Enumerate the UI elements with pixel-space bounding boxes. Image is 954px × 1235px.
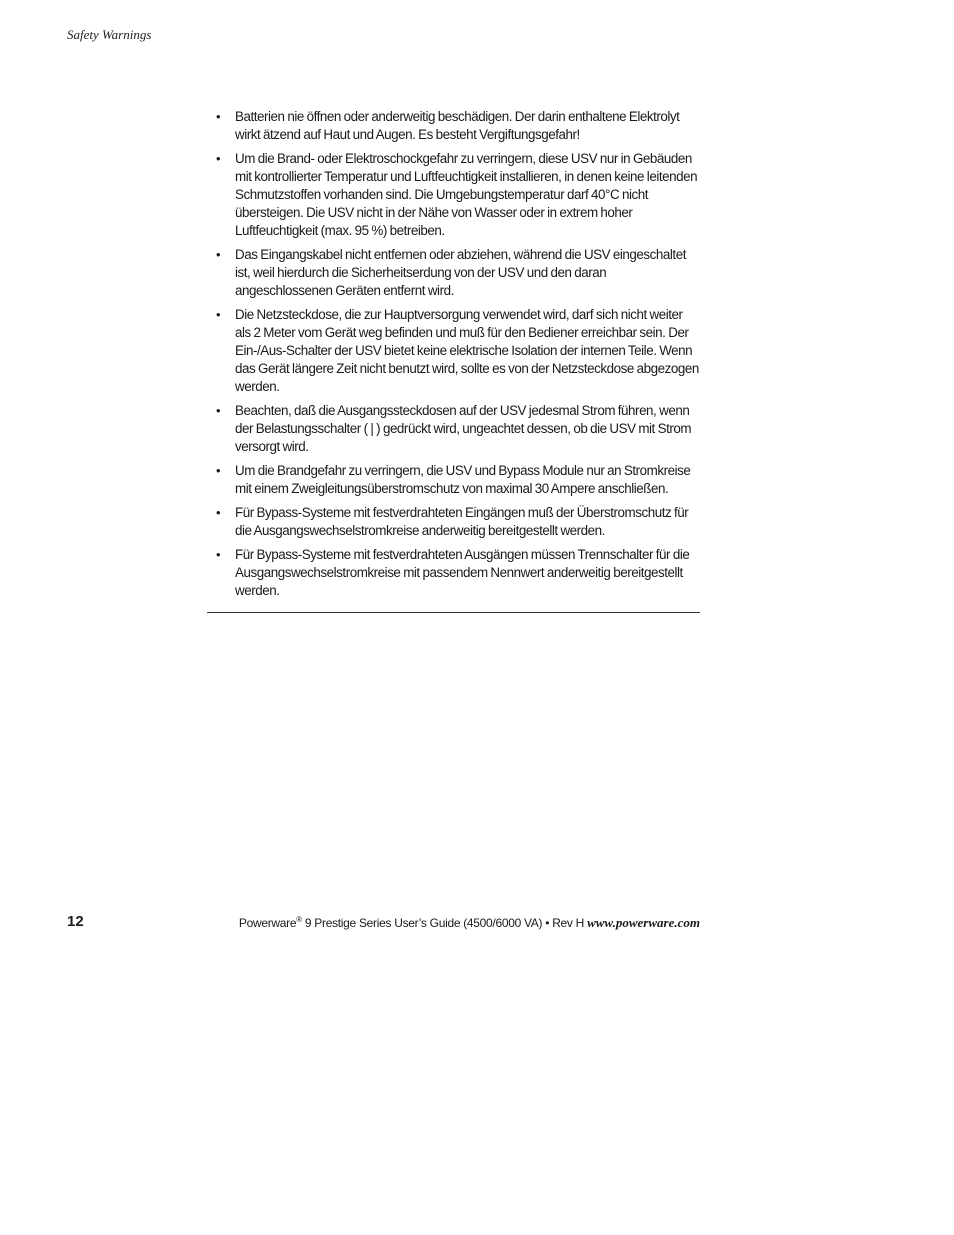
warning-item [207, 504, 701, 540]
warning-text: Die Netzsteckdose, die zur Hauptversorgung verwendet wird, darf sich nicht weiter als 2 Meter vom Gerät weg befinden und muß für den Bediener erreichbar sein. Der Ein-/Aus-Schalter der USV bietet keine elektrische Isolation der internen Teile. Wenn das Gerät längere Zeit nicht benutzt wird, sollte es von der Netzsteckdose abgezogen werden. [235, 307, 699, 394]
warning-text: Das Eingangskabel nicht entfernen oder abziehen, während die USV eingeschaltet ist, weil hierdurch die Sicherheitserdung von der USV und den daran angeschlossenen Geräten entfernt wird. [235, 247, 686, 298]
warning-text: Um die Brand- oder Elektroschockgefahr zu verringern, diese USV nur in Gebäuden mit kontrollierter Temperatur und Luftfeuchtigkeit installieren, in denen keine leitenden Schmutzstoffen vorhanden sind. Die Umgebungstemperatur darf 40°C nicht übersteigen. Die USV nicht in der Nähe von Wasser oder in extrem hoher Luftfeuchtigkeit (max. 95 %) betreiben. [235, 151, 698, 238]
footer-website: www.powerware.com [587, 915, 700, 930]
warning-item [207, 108, 701, 144]
section-divider [207, 612, 700, 613]
warning-text: Für Bypass-Systeme mit festverdrahteten Ausgängen müssen Trennschalter für die Ausgangswechselstromkreise mit passendem Nennwert anderweitig bereitgestellt werden. [235, 547, 690, 598]
bullet-icon: • [216, 463, 221, 478]
bullet-icon: • [216, 247, 221, 262]
bullet-icon: • [216, 109, 221, 124]
footer-separator: • [542, 916, 553, 930]
warning-text: Für Bypass-Systeme mit festverdrahteten Eingängen muß der Überstromschutz für die Ausgangswechselstromkreise anderweitig bereitgestellt werden. [235, 505, 689, 538]
footer-brand: Powerware [238, 916, 297, 930]
footer-product-description: 9 Prestige Series User’s Guide (4500/6000 VA) [301, 916, 543, 930]
bullet-icon: • [216, 403, 221, 418]
bullet-icon: • [216, 307, 221, 322]
warning-item [207, 306, 701, 396]
bullet-icon: • [216, 151, 221, 166]
trademark-icon: ® [296, 915, 302, 924]
warning-list [207, 108, 701, 600]
warning-item [207, 462, 701, 498]
warning-text: Um die Brandgefahr zu verringern, die USV und Bypass Module nur an Stromkreise mit einem Zweigleitungsüberstromschutz von maximal 30 Ampere anschließen. [235, 463, 691, 496]
warning-item [207, 546, 701, 600]
warning-text: Beachten, daß die Ausgangssteckdosen auf der USV jedesmal Strom führen, wenn der Belastungsschalter ( | ) gedrückt wird, ungeachtet dessen, ob die USV mit Strom versorgt wird. [235, 403, 692, 454]
bullet-icon: • [216, 547, 221, 562]
running-header: Safety Warnings [67, 27, 152, 42]
safety-warnings-content [207, 108, 701, 606]
footer-revision: Rev H [552, 916, 585, 930]
page-number: 12 [67, 913, 84, 930]
warning-text: Batterien nie öffnen oder anderweitig beschädigen. Der darin enthaltene Elektrolyt wirkt ätzend auf Haut und Augen. Es besteht Vergiftungsgefahr! [235, 109, 680, 142]
bullet-icon: • [216, 505, 221, 520]
footer-document-info [239, 915, 700, 931]
warning-item [207, 150, 701, 240]
warning-item [207, 246, 701, 300]
warning-item [207, 402, 701, 456]
